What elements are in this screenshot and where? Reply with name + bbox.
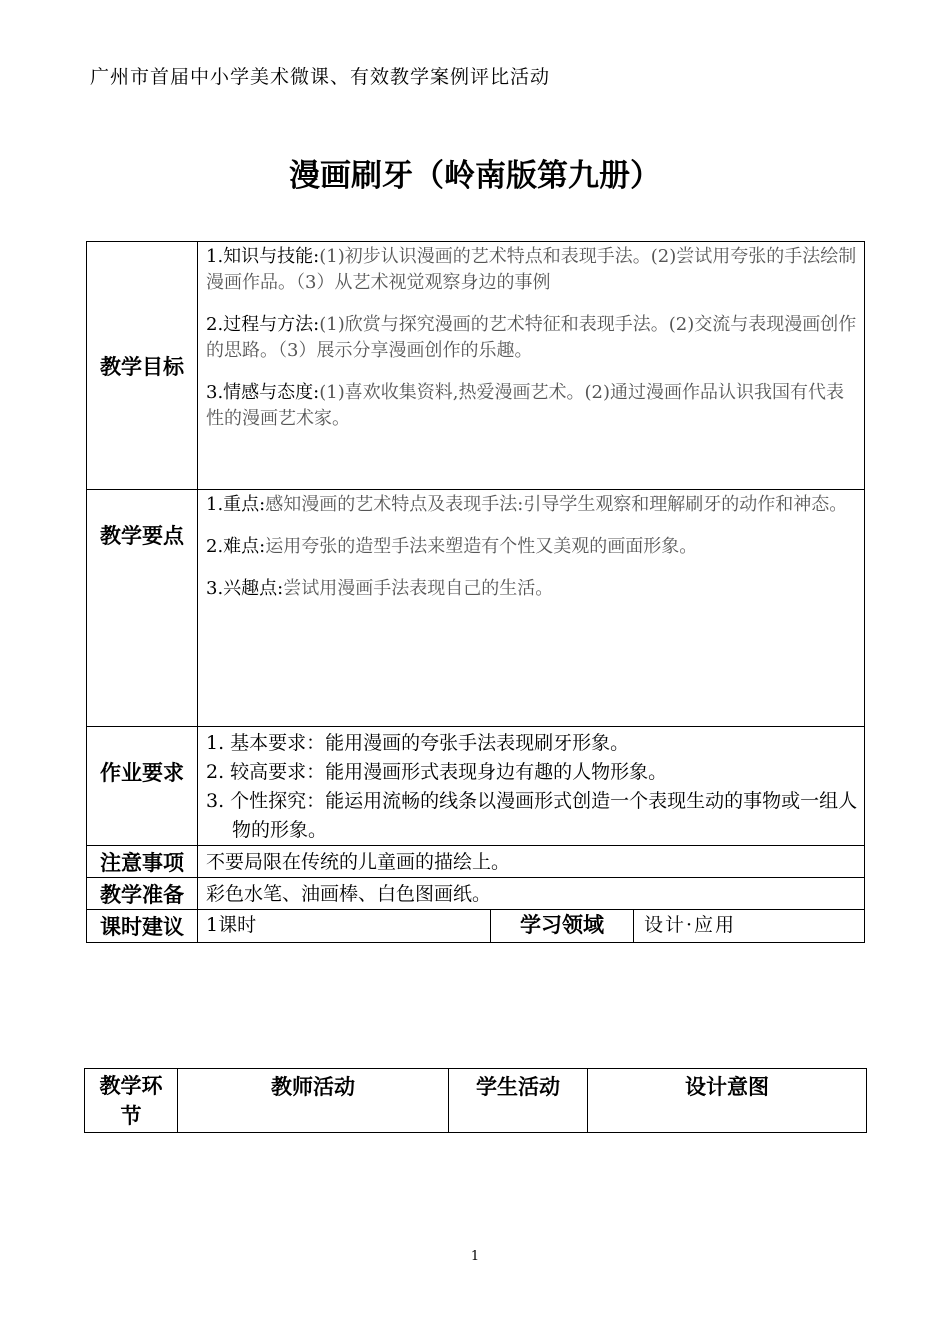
- key-points-cell: [198, 490, 865, 727]
- key-point-prefix: 1.重点:: [206, 494, 266, 515]
- key-point-item: [206, 576, 858, 602]
- process-header-teacher: 教师活动: [178, 1069, 449, 1133]
- homework-item: 3. 个性探究：能运用流畅的线条以漫画形式创造一个表现生动的事物或一组人物的形象。: [206, 790, 858, 841]
- objective-text: (1)喜欢收集资料,热爱漫画艺术。(2)通过漫画作品认识我国有代表性的漫画艺术家。: [206, 382, 844, 429]
- homework-cell: [198, 727, 865, 846]
- objective-prefix: 3.情感与态度:: [206, 382, 320, 403]
- objective-item: [206, 244, 858, 296]
- key-point-prefix: 2.难点:: [206, 536, 266, 557]
- homework-list: [206, 729, 858, 845]
- lesson-info-table: [86, 241, 865, 943]
- key-point-item: [206, 492, 858, 518]
- objective-item: [206, 380, 858, 432]
- key-point-text: 运用夸张的造型手法来塑造有个性又美观的画面形象。: [265, 536, 698, 557]
- key-point-item: [206, 534, 858, 560]
- domain-label: 学习领域: [491, 910, 634, 942]
- time-label: 课时建议: [87, 910, 198, 943]
- key-point-prefix: 3.兴趣点:: [206, 578, 284, 599]
- document-title: 漫画刷牙（岭南版第九册）: [289, 158, 661, 194]
- prep-text: 彩色水笔、油画棒、白色图画纸。: [198, 878, 865, 910]
- header-text: 广州市首届中小学美术微课、有效教学案例评比活动: [90, 66, 551, 88]
- homework-item: 2. 较高要求：能用漫画形式表现身边有趣的人物形象。: [206, 761, 668, 783]
- key-point-text: 感知漫画的艺术特点及表现手法:引导学生观察和理解刷牙的动作和神态。: [265, 494, 848, 515]
- time-value: 1课时: [198, 910, 491, 942]
- process-header-student: 学生活动: [449, 1069, 588, 1133]
- prep-label: 教学准备: [87, 878, 198, 910]
- process-header-intent: 设计意图: [588, 1069, 867, 1133]
- key-points-label: 教学要点: [87, 490, 198, 727]
- objectives-cell: [198, 242, 865, 490]
- objective-prefix: 1.知识与技能:: [206, 246, 320, 267]
- key-point-text: 尝试用漫画手法表现自己的生活。: [283, 578, 554, 599]
- page-number: 1: [470, 1249, 480, 1264]
- domain-value: 设计·应用: [644, 914, 737, 936]
- notes-label: 注意事项: [87, 846, 198, 878]
- process-header-stage: 教学环 节: [85, 1069, 178, 1133]
- objective-item: [206, 312, 858, 364]
- time-row: [198, 910, 865, 943]
- objective-text: (1)初步认识漫画的艺术特点和表现手法。(2)尝试用夸张的手法绘制漫画作品。（3）从艺术视觉观察身边的事例: [206, 246, 857, 293]
- objective-prefix: 2.过程与方法:: [206, 314, 320, 335]
- objective-text: (1)欣赏与探究漫画的艺术特征和表现手法。(2)交流与表现漫画创作的思路。（3）展示分享漫画创作的乐趣。: [206, 314, 857, 361]
- objectives-label: 教学目标: [87, 242, 198, 490]
- notes-text: 不要局限在传统的儿童画的描绘上。: [198, 846, 865, 878]
- homework-label: 作业要求: [87, 727, 198, 846]
- process-table: [84, 1068, 867, 1133]
- homework-item: 1. 基本要求：能用漫画的夸张手法表现刷牙形象。: [206, 732, 630, 754]
